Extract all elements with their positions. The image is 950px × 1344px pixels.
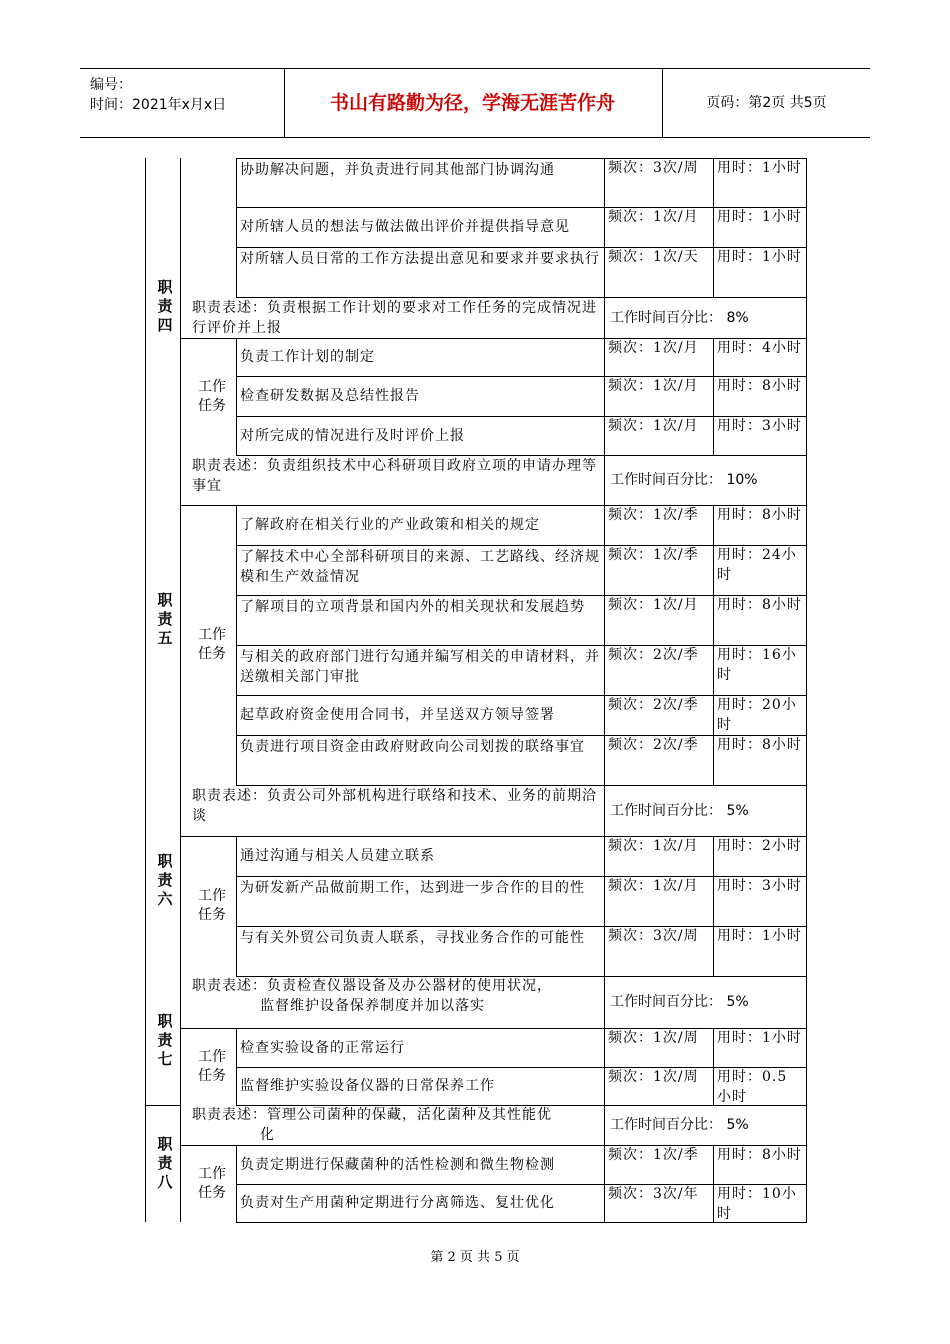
task-duration: 用时：8小时 bbox=[717, 507, 802, 523]
task-duration: 用时：2小时 bbox=[717, 838, 802, 854]
task-frequency: 频次：2次/季 bbox=[608, 647, 699, 663]
task-text: 负责对生产用菌种定期进行分离筛选、复壮优化 bbox=[240, 1195, 555, 1211]
task-duration: 用时：1小时 bbox=[717, 928, 802, 944]
time-percentage: 工作时间百分比： 8% bbox=[610, 310, 749, 326]
task-text: 对所辖人员日常的工作方法提出意见和要求并要求执行 bbox=[240, 251, 600, 267]
task-duration: 用时：8小时 bbox=[717, 737, 802, 753]
duty-statement: 职责表述：管理公司菌种的保藏，活化菌种及其性能优 bbox=[192, 1107, 552, 1123]
table-rule bbox=[236, 338, 237, 455]
task-text: 了解技术中心全部科研项目的来源、工艺路线、经济规模和生产效益情况 bbox=[240, 549, 600, 585]
task-frequency: 频次：3次/周 bbox=[608, 928, 699, 944]
task-frequency: 频次：1次/月 bbox=[608, 418, 699, 434]
table-rule bbox=[145, 158, 146, 1222]
task-text: 为研发新产品做前期工作，达到进一步合作的目的性 bbox=[240, 880, 585, 896]
duty-label: 职责六 bbox=[157, 852, 173, 908]
table-rule bbox=[145, 1105, 181, 1106]
task-duration: 用时：8小时 bbox=[717, 1147, 802, 1163]
task-group-label: 工作任务 bbox=[198, 627, 226, 662]
task-duration: 用时：8小时 bbox=[717, 378, 802, 394]
task-duration: 用时：8小时 bbox=[717, 597, 802, 613]
task-text: 负责工作计划的制定 bbox=[240, 349, 375, 365]
table-rule bbox=[236, 1145, 237, 1222]
task-duration: 用时：1小时 bbox=[717, 160, 802, 176]
table-rule bbox=[713, 1028, 714, 1105]
task-text: 对所辖人员的想法与做法做出评价并提供指导意见 bbox=[240, 219, 570, 235]
task-frequency: 频次：1次/天 bbox=[608, 249, 699, 265]
task-duration: 用时：24小时 bbox=[717, 547, 797, 583]
task-text: 检查研发数据及总结性报告 bbox=[240, 388, 420, 404]
task-text: 协助解决问题，并负责进行同其他部门协调沟通 bbox=[240, 162, 555, 178]
time-percentage: 工作时间百分比： 5% bbox=[610, 1117, 749, 1133]
header-page-info: 页码：第2页 共5页 bbox=[706, 95, 827, 111]
task-duration: 用时：16小时 bbox=[717, 647, 797, 683]
table-rule bbox=[236, 158, 807, 159]
table-rule bbox=[806, 158, 807, 1222]
duty-statement: 职责表述：负责根据工作计划的要求对工作任务的完成情况进行评价并上报 bbox=[192, 300, 597, 336]
table-rule bbox=[604, 158, 605, 1222]
task-frequency: 频次：3次/周 bbox=[608, 160, 699, 176]
table-rule bbox=[713, 338, 714, 455]
task-duration: 用时：1小时 bbox=[717, 1030, 802, 1046]
task-text: 与有关外贸公司负责人联系，寻找业务合作的可能性 bbox=[240, 930, 585, 946]
time-percentage: 工作时间百分比： 10% bbox=[610, 472, 758, 488]
page-footer: 第 2 页 共 5 页 bbox=[430, 1250, 520, 1265]
task-duration: 用时：1小时 bbox=[717, 209, 802, 225]
task-duration: 用时：20小时 bbox=[717, 697, 797, 733]
task-frequency: 频次：3次/年 bbox=[608, 1186, 699, 1202]
duty-statement: 职责表述：负责检查仪器设备及办公器材的使用状况， bbox=[192, 978, 552, 994]
task-text: 了解项目的立项背景和国内外的相关现状和发展趋势 bbox=[240, 599, 585, 615]
time-label: 时间：2021年x月x日 bbox=[90, 97, 227, 113]
duty-label: 职责七 bbox=[157, 1012, 173, 1068]
header-motto: 书山有路勤为径，学海无涯苦作舟 bbox=[329, 92, 615, 114]
task-group-label: 工作任务 bbox=[198, 1049, 226, 1084]
task-duration: 用时：10小时 bbox=[717, 1186, 797, 1222]
task-frequency: 频次：1次/月 bbox=[608, 878, 699, 894]
task-frequency: 频次：1次/季 bbox=[608, 507, 699, 523]
task-frequency: 频次：1次/月 bbox=[608, 378, 699, 394]
task-frequency: 频次：1次/周 bbox=[608, 1069, 699, 1085]
task-text: 负责进行项目资金由政府财政向公司划拨的联络事宜 bbox=[240, 739, 585, 755]
duty-statement-cont: 化 bbox=[260, 1127, 275, 1143]
code-label: 编号： bbox=[90, 77, 132, 93]
time-percentage: 工作时间百分比： 5% bbox=[610, 994, 749, 1010]
task-text: 了解政府在相关行业的产业政策和相关的规定 bbox=[240, 517, 540, 533]
task-duration: 用时：0.5小时 bbox=[717, 1069, 788, 1105]
table-rule bbox=[713, 1145, 714, 1222]
task-text: 通过沟通与相关人员建立联系 bbox=[240, 848, 435, 864]
task-frequency: 频次：1次/月 bbox=[608, 340, 699, 356]
duty-label: 职责八 bbox=[157, 1135, 173, 1191]
task-duration: 用时：3小时 bbox=[717, 418, 802, 434]
table-rule bbox=[236, 505, 237, 785]
duty-statement: 职责表述：负责组织技术中心科研项目政府立项的申请办理等事宜 bbox=[192, 458, 597, 494]
table-rule bbox=[236, 158, 237, 297]
task-frequency: 频次：1次/月 bbox=[608, 209, 699, 225]
table-rule bbox=[713, 158, 714, 297]
task-text: 与相关的政府部门进行勾通并编写相关的申请材料，并送缴相关部门审批 bbox=[240, 649, 600, 685]
task-text: 对所完成的情况进行及时评价上报 bbox=[240, 428, 465, 444]
task-text: 负责定期进行保藏菌种的活性检测和微生物检测 bbox=[240, 1157, 555, 1173]
task-group-label: 工作任务 bbox=[198, 379, 226, 414]
header-meta bbox=[90, 75, 226, 115]
task-frequency: 频次：1次/季 bbox=[608, 1147, 699, 1163]
task-duration: 用时：3小时 bbox=[717, 878, 802, 894]
task-frequency: 频次：1次/季 bbox=[608, 547, 699, 563]
table-rule bbox=[236, 1028, 237, 1105]
task-frequency: 频次：2次/季 bbox=[608, 737, 699, 753]
table-rule bbox=[713, 505, 714, 785]
task-frequency: 频次：1次/月 bbox=[608, 838, 699, 854]
task-frequency: 频次：1次/月 bbox=[608, 597, 699, 613]
table-rule bbox=[236, 836, 237, 976]
task-frequency: 频次：1次/周 bbox=[608, 1030, 699, 1046]
time-percentage: 工作时间百分比： 5% bbox=[610, 803, 749, 819]
table-rule bbox=[713, 836, 714, 976]
duty-label: 职责四 bbox=[157, 278, 173, 334]
task-text: 起草政府资金使用合同书，并呈送双方领导签署 bbox=[240, 707, 555, 723]
task-text: 监督维护实验设备仪器的日常保养工作 bbox=[240, 1078, 495, 1094]
task-frequency: 频次：2次/季 bbox=[608, 697, 699, 713]
task-duration: 用时：1小时 bbox=[717, 249, 802, 265]
duty-label: 职责五 bbox=[157, 591, 173, 647]
table-rule bbox=[236, 1222, 807, 1223]
table-rule bbox=[180, 158, 181, 1222]
task-group-label: 工作任务 bbox=[198, 888, 226, 923]
task-duration: 用时：4小时 bbox=[717, 340, 802, 356]
task-text: 检查实验设备的正常运行 bbox=[240, 1040, 405, 1056]
task-group-label: 工作任务 bbox=[198, 1166, 226, 1201]
duty-statement-cont: 监督维护设备保养制度并加以落实 bbox=[260, 998, 485, 1014]
duty-statement: 职责表述：负责公司外部机构进行联络和技术、业务的前期洽谈 bbox=[192, 788, 597, 824]
page-header bbox=[80, 68, 870, 138]
